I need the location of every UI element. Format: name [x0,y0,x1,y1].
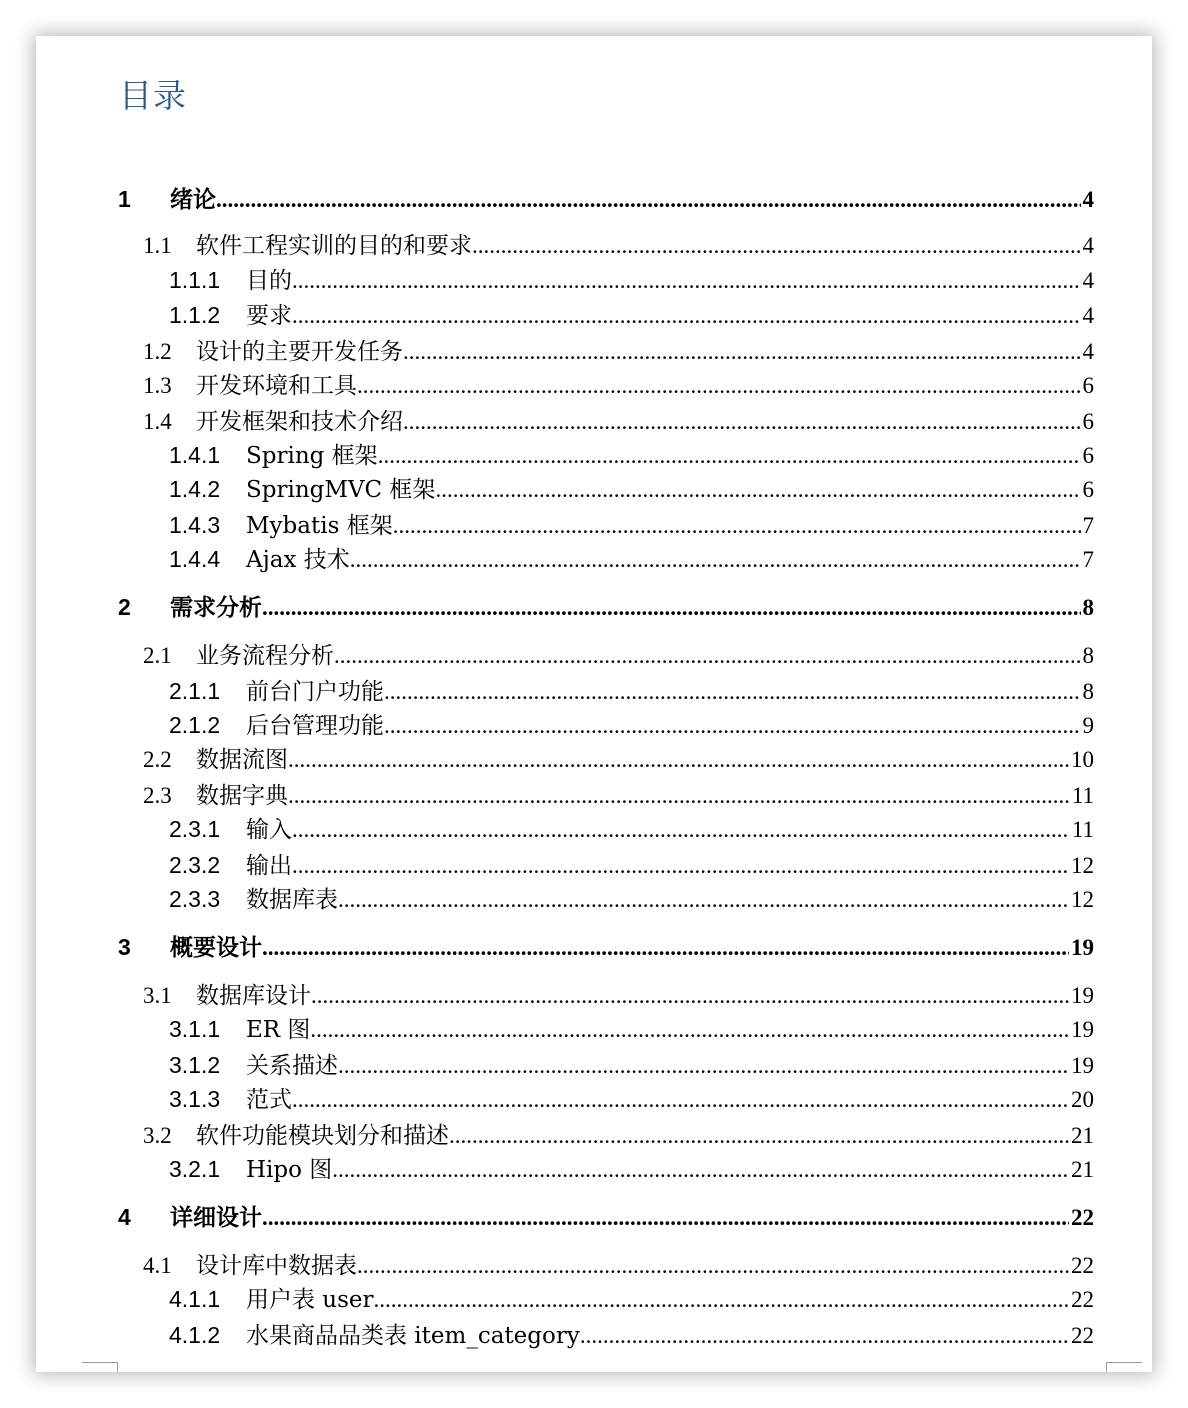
toc-entry-number: 1.4.2 [169,476,221,502]
toc-dot-leader [393,513,1081,539]
toc-entry-title: 绪论 [170,187,216,213]
toc-dot-leader [310,1017,1069,1043]
toc-dot-leader [216,187,1081,213]
toc-entry-number: 1.1 [143,233,172,258]
toc-entry-number: 3.1.2 [169,1052,221,1078]
toc-entry-level-3[interactable] [169,297,1094,327]
toc-entry-number: 3.1.1 [169,1016,221,1042]
document-page [36,36,1152,1372]
toc-entry-number: 3.1 [143,983,172,1008]
toc-entry-level-3[interactable] [169,541,1094,571]
toc-entry-level-1[interactable] [118,929,1094,959]
toc-dot-leader [334,643,1081,669]
toc-entry-page-number: 11 [1071,783,1094,808]
toc-entry-title: 开发框架和技术介绍 [196,409,403,435]
toc-dot-leader [262,595,1081,621]
toc-entry-page-number: 22 [1071,1205,1094,1230]
toc-entry-number: 2.3.2 [169,852,221,878]
toc-dot-leader [403,409,1081,435]
toc-entry-level-2[interactable] [143,403,1094,433]
toc-entry-title: 软件功能模块划分和描述 [196,1123,449,1149]
toc-entry-level-3[interactable] [169,471,1094,501]
toc-entry-title: 输入 [246,817,292,843]
toc-entry-level-3[interactable] [169,1011,1094,1041]
toc-entry-level-3[interactable] [169,262,1094,292]
toc-entry-title: 设计的主要开发任务 [196,339,403,365]
toc-entry-number: 1.4 [143,409,172,434]
toc-entry-level-3[interactable] [169,707,1094,737]
page-corner-mark-left [82,1362,118,1372]
toc-dot-leader [384,679,1081,705]
toc-entry-page-number: 10 [1071,747,1094,772]
toc-entry-page-number: 19 [1071,983,1094,1008]
toc-dot-leader [262,935,1069,961]
toc-dot-leader [357,1253,1069,1279]
toc-entry-title: 数据字典 [196,783,288,809]
toc-entry-level-3[interactable] [169,673,1094,703]
toc-entry-level-3[interactable] [169,811,1094,841]
toc-entry-level-3[interactable] [169,847,1094,877]
toc-entry-page-number: 8 [1082,595,1094,620]
toc-entry-level-2[interactable] [143,637,1094,667]
toc-entry-page-number: 4 [1082,339,1094,364]
toc-entry-title: 详细设计 [170,1205,262,1231]
toc-entry-level-2[interactable] [143,227,1094,257]
toc-entry-number: 2.1.2 [169,712,221,738]
toc-entry-level-2[interactable] [143,333,1094,363]
toc-entry-number: 2.1 [143,643,172,668]
toc-dot-leader [288,747,1069,773]
toc-dot-leader [311,983,1069,1009]
toc-entry-level-2[interactable] [143,367,1094,397]
toc-entry-title: 水果商品品类表 item_category [246,1323,580,1349]
toc-entry-title: 数据流图 [196,747,288,773]
toc-entry-title: Hipo 图 [246,1157,333,1183]
toc-entry-title: 目的 [246,268,292,294]
toc-dot-leader [374,1287,1069,1313]
toc-entry-number: 2.3.3 [169,886,221,912]
toc-entry-number: 2 [118,594,131,620]
toc-entry-title: ER 图 [246,1017,311,1043]
toc-entry-page-number: 4 [1082,303,1094,328]
toc-dot-leader [338,1053,1069,1079]
toc-entry-title: Mybatis 框架 [246,513,393,539]
toc-entry-number: 4 [118,1204,131,1230]
toc-entry-title: 业务流程分析 [196,643,334,669]
page-corner-mark-right [1106,1362,1142,1372]
toc-dot-leader [350,547,1081,573]
toc-dot-leader [338,887,1069,913]
toc-entry-title: 输出 [246,853,292,879]
toc-entry-number: 1.1.1 [169,267,221,293]
toc-dot-leader [332,1157,1069,1183]
toc-dot-leader [292,1087,1069,1113]
toc-entry-page-number: 8 [1082,679,1094,704]
toc-dot-leader [292,817,1070,843]
toc-entry-title: 数据库表 [246,887,338,913]
toc-entry-number: 1.4.3 [169,512,221,538]
toc-entry-page-number: 21 [1071,1123,1094,1148]
toc-entry-level-3[interactable] [169,437,1094,467]
toc-entry-title: 范式 [246,1087,292,1113]
toc-entry-number: 2.3.1 [169,816,221,842]
toc-entry-title: 需求分析 [170,595,262,621]
toc-entry-page-number: 22 [1071,1323,1094,1348]
toc-entry-page-number: 7 [1082,547,1094,572]
toc-entry-page-number: 4 [1082,233,1094,258]
toc-entry-number: 1.3 [143,373,172,398]
toc-entry-page-number: 6 [1082,373,1094,398]
toc-entry-number: 4.1.1 [169,1286,221,1312]
toc-entry-level-3[interactable] [169,507,1094,537]
toc-entry-title: 前台门户功能 [246,679,384,705]
toc-entry-number: 2.2 [143,747,172,772]
toc-entry-page-number: 22 [1071,1253,1094,1278]
toc-entry-number: 1 [118,186,131,212]
toc-entry-number: 1.1.2 [169,302,221,328]
toc-dot-leader [288,783,1070,809]
toc-entry-title: 后台管理功能 [246,713,384,739]
toc-entry-number: 4.1 [143,1253,172,1278]
toc-entry-page-number: 4 [1082,187,1094,212]
toc-dot-leader [580,1323,1069,1349]
toc-dot-leader [449,1123,1069,1149]
toc-entry-level-3[interactable] [169,1151,1094,1181]
toc-entry-page-number: 4 [1082,268,1094,293]
toc-entry-number: 4.1.2 [169,1322,221,1348]
toc-entry-page-number: 7 [1082,513,1094,538]
toc-dot-leader [384,713,1081,739]
toc-entry-number: 1.2 [143,339,172,364]
toc-entry-title: 要求 [246,303,292,329]
toc-dot-leader [292,303,1081,329]
toc-entry-page-number: 22 [1071,1287,1094,1312]
toc-entry-level-2[interactable] [143,977,1094,1007]
toc-dot-leader [403,339,1081,365]
toc-heading: 目录 [119,76,187,115]
toc-entry-page-number: 19 [1071,1017,1094,1042]
toc-entry-level-2[interactable] [143,777,1094,807]
toc-dot-leader [378,443,1081,469]
toc-entry-level-1[interactable] [118,1199,1094,1229]
toc-entry-level-2[interactable] [143,1247,1094,1277]
toc-entry-number: 1.4.4 [169,546,221,572]
toc-entry-level-3[interactable] [169,1081,1094,1111]
toc-dot-leader [472,233,1081,259]
toc-entry-level-1[interactable] [118,589,1094,619]
toc-entry-page-number: 11 [1071,817,1094,842]
toc-dot-leader [262,1205,1069,1231]
toc-dot-leader [357,373,1081,399]
toc-entry-title: Ajax 技术 [246,547,350,573]
toc-entry-title: 设计库中数据表 [196,1253,357,1279]
toc-entry-title: 开发环境和工具 [196,373,357,399]
toc-entry-level-3[interactable] [169,1317,1094,1347]
toc-entry-page-number: 19 [1071,1053,1094,1078]
toc-entry-number: 3.1.3 [169,1086,221,1112]
toc-entry-page-number: 19 [1071,935,1094,960]
toc-entry-page-number: 20 [1071,1087,1094,1112]
toc-entry-page-number: 12 [1071,887,1094,912]
toc-entry-level-3[interactable] [169,1281,1094,1311]
toc-entry-level-1[interactable] [118,181,1094,211]
toc-entry-number: 3 [118,934,131,960]
toc-entry-level-2[interactable] [143,1117,1094,1147]
toc-dot-leader [435,477,1080,503]
toc-entry-title: 软件工程实训的目的和要求 [196,233,472,259]
table-of-contents [36,36,1152,1372]
toc-entry-title: 关系描述 [246,1053,338,1079]
toc-entry-page-number: 6 [1082,409,1094,434]
toc-dot-leader [292,268,1081,294]
toc-entry-number: 3.2 [143,1123,172,1148]
toc-entry-number: 2.1.1 [169,678,221,704]
toc-entry-number: 1.4.1 [169,442,221,468]
toc-entry-level-3[interactable] [169,881,1094,911]
toc-dot-leader [292,853,1069,879]
toc-entry-level-2[interactable] [143,741,1094,771]
toc-entry-page-number: 9 [1082,713,1094,738]
toc-entry-number: 2.3 [143,783,172,808]
toc-entry-title: 数据库设计 [196,983,311,1009]
toc-entry-number: 3.2.1 [169,1156,221,1182]
toc-entry-page-number: 21 [1071,1157,1094,1182]
toc-entry-title: 概要设计 [170,935,262,961]
toc-entry-page-number: 6 [1082,477,1094,502]
toc-entry-page-number: 12 [1071,853,1094,878]
toc-entry-title: 用户表 user [246,1287,374,1313]
toc-entry-page-number: 8 [1082,643,1094,668]
toc-entry-title: Spring 框架 [246,443,378,469]
toc-entry-level-3[interactable] [169,1047,1094,1077]
toc-entry-page-number: 6 [1082,443,1094,468]
toc-entry-title: SpringMVC 框架 [246,477,436,503]
